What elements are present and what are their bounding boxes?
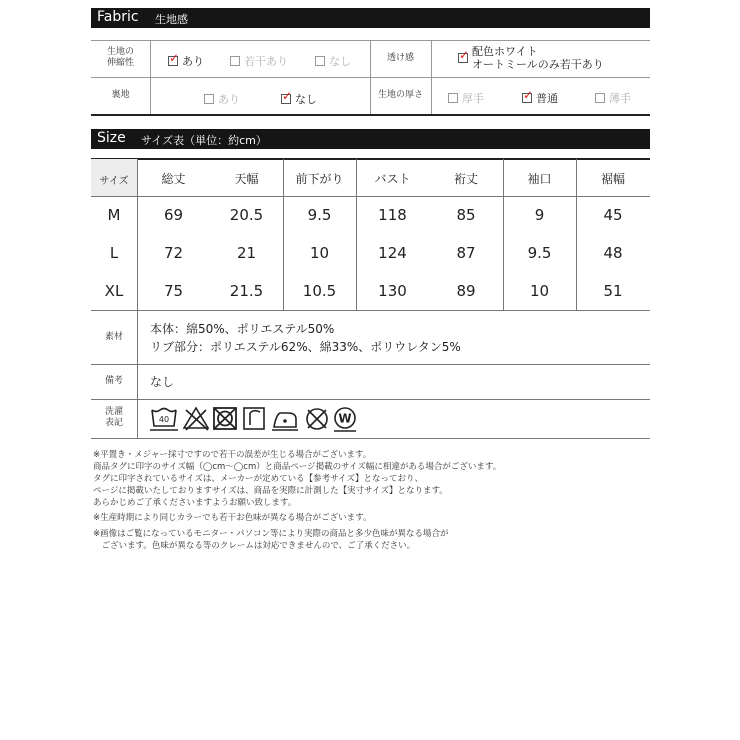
- checkbox: [448, 93, 458, 103]
- check-mark-icon: ✓: [282, 89, 293, 103]
- checkbox: [230, 56, 240, 66]
- thickness-option-thick: [448, 90, 484, 106]
- size-cell: 21.5: [229, 282, 264, 300]
- checkbox: [595, 93, 605, 103]
- size-cell: 130: [378, 282, 407, 300]
- fabric-title: Fabric: [97, 9, 139, 25]
- note-line: ページに掲載いたしておりますサイズは、商品を実際に計測した【実寸サイズ】となります。: [93, 486, 448, 496]
- size-cell: 9: [534, 206, 545, 224]
- stretch-option-yes: [168, 53, 204, 69]
- care-rule: [91, 438, 650, 439]
- material-line-1: 本体：綿50%、ポリエステル50%: [150, 322, 335, 336]
- lining-option-no: [281, 91, 317, 107]
- option-label: 配色ホワイト オートミールのみ若干あり: [472, 45, 604, 71]
- size-cell: M: [107, 206, 121, 224]
- option-label: 厚手: [462, 92, 484, 105]
- size-cell: 10.5: [302, 282, 337, 300]
- size-cell: 10: [309, 244, 330, 262]
- size-header-cell: 裾幅: [600, 172, 625, 186]
- option-label: なし: [329, 55, 351, 68]
- wash-temp-text: 40: [158, 415, 170, 424]
- size-cell: 21: [236, 244, 257, 262]
- size-cell: 10: [529, 282, 550, 300]
- sheer-option: [458, 45, 604, 71]
- option-label: 若干あり: [244, 55, 288, 68]
- thickness-label: 生地の厚さ: [377, 90, 423, 100]
- size-header-cell: サイズ: [99, 176, 129, 187]
- size-header-cell: バスト: [374, 172, 411, 186]
- size-header-cell: 天幅: [234, 172, 259, 186]
- fabric-bottom-rule: [91, 114, 650, 116]
- size-cell: 75: [163, 282, 184, 300]
- size-title: Size: [97, 130, 126, 146]
- wet-clean-letter: W: [338, 411, 352, 426]
- size-cell: L: [109, 244, 119, 262]
- note-line: ※画像はご覧になっているモニター・パソコン等により実際の商品と多少色味が異なる場合が: [93, 529, 449, 539]
- size-cell: 48: [603, 244, 623, 262]
- line-dry-icon: [244, 408, 264, 429]
- size-header-cell: 袖口: [527, 172, 552, 186]
- stretch-option-no: [315, 53, 351, 69]
- size-cell: 20.5: [229, 206, 264, 224]
- size-header-rule: [91, 196, 650, 197]
- note-line: ※平置き・メジャー採寸ですので若干の誤差が生じる場合がございます。: [93, 450, 372, 460]
- checkbox: [522, 88, 534, 103]
- care-label: 洗濯 表記: [104, 407, 123, 428]
- remarks-label: 備考: [104, 376, 123, 386]
- check-mark-icon: ✓: [459, 48, 470, 62]
- check-mark-icon: ✓: [523, 88, 534, 102]
- option-label: 薄手: [609, 92, 631, 105]
- stretch-option-slight: [230, 53, 288, 69]
- size-cell: 85: [456, 206, 476, 224]
- size-cell: 69: [163, 206, 184, 224]
- size-header-cell: 前下がり: [295, 172, 344, 186]
- note-line: ございます。色味が異なる等のクレームは対応できませんので、ご了承ください。: [93, 541, 416, 551]
- size-cell: 118: [378, 206, 407, 224]
- size-header-bar: [91, 129, 650, 149]
- fabric-header-bar: [91, 8, 650, 28]
- size-table-top-rule: [91, 158, 650, 160]
- note-line: ※生産時期により同じカラーでも若干お色味が異なる場合がございます。: [93, 513, 372, 523]
- size-table-bottom-rule: [91, 310, 650, 311]
- thickness-option-normal: [522, 90, 558, 106]
- size-cell: XL: [104, 282, 124, 300]
- checkbox: [281, 89, 293, 104]
- fabric-divider: [431, 40, 432, 114]
- size-cell: 72: [163, 244, 184, 262]
- remarks-rule: [91, 399, 650, 400]
- option-label: なし: [295, 93, 317, 106]
- checkbox: [204, 94, 214, 104]
- stretch-label: 生地の 伸縮性: [106, 47, 134, 68]
- no-tumble-dry-icon: [214, 408, 236, 429]
- size-subtitle: サイズ表（単位：約cm）: [141, 134, 267, 147]
- size-header-cell: 総丈: [161, 172, 186, 186]
- note-line: 商品タグに印字のサイズ幅（◯cm〜◯cm）と商品ページ掲載のサイズ幅に相違がある場合がございます。: [93, 462, 502, 472]
- size-cell: 87: [456, 244, 476, 262]
- no-dry-clean-icon: [307, 409, 327, 429]
- lining-option-yes: [204, 91, 240, 107]
- note-line: タグに印字されているサイズは、メーカーが定めている【参考サイズ】となっており、: [93, 474, 423, 484]
- wash-40-icon: [150, 409, 178, 431]
- material-label: 素材: [104, 332, 123, 342]
- thickness-option-thin: [595, 90, 631, 106]
- lining-label: 裏地: [111, 90, 130, 100]
- sheer-label: 透け感: [386, 53, 414, 63]
- iron-low-icon: [272, 413, 298, 430]
- size-header-cell: 裄丈: [453, 172, 478, 186]
- fabric-divider: [370, 40, 371, 114]
- checkbox: [168, 51, 180, 66]
- material-rule: [91, 364, 650, 365]
- size-cell: 124: [378, 244, 407, 262]
- care-icons: [150, 405, 360, 433]
- size-cell: 9.5: [307, 206, 332, 224]
- fabric-subtitle: 生地感: [155, 13, 188, 26]
- size-cell: 9.5: [527, 244, 552, 262]
- option-label: あり: [182, 55, 204, 68]
- note-line: あらかじめご了承くださいますようお願い致します。: [93, 498, 297, 508]
- option-label: あり: [218, 93, 240, 106]
- option-label: 普通: [536, 92, 558, 105]
- size-cell: 51: [603, 282, 623, 300]
- check-mark-icon: ✓: [169, 51, 180, 65]
- wet-clean-icon: [334, 408, 356, 431]
- checkbox: [315, 56, 325, 66]
- size-cell: 45: [603, 206, 623, 224]
- size-cell: 89: [456, 282, 476, 300]
- info-col-divider: [137, 310, 138, 438]
- fabric-divider: [150, 40, 151, 114]
- no-bleach-icon: [184, 408, 208, 430]
- remarks-value: なし: [150, 375, 175, 389]
- material-line-2: リブ部分：ポリエステル62%、綿33%、ポリウレタン5%: [150, 340, 461, 354]
- checkbox: [458, 48, 470, 63]
